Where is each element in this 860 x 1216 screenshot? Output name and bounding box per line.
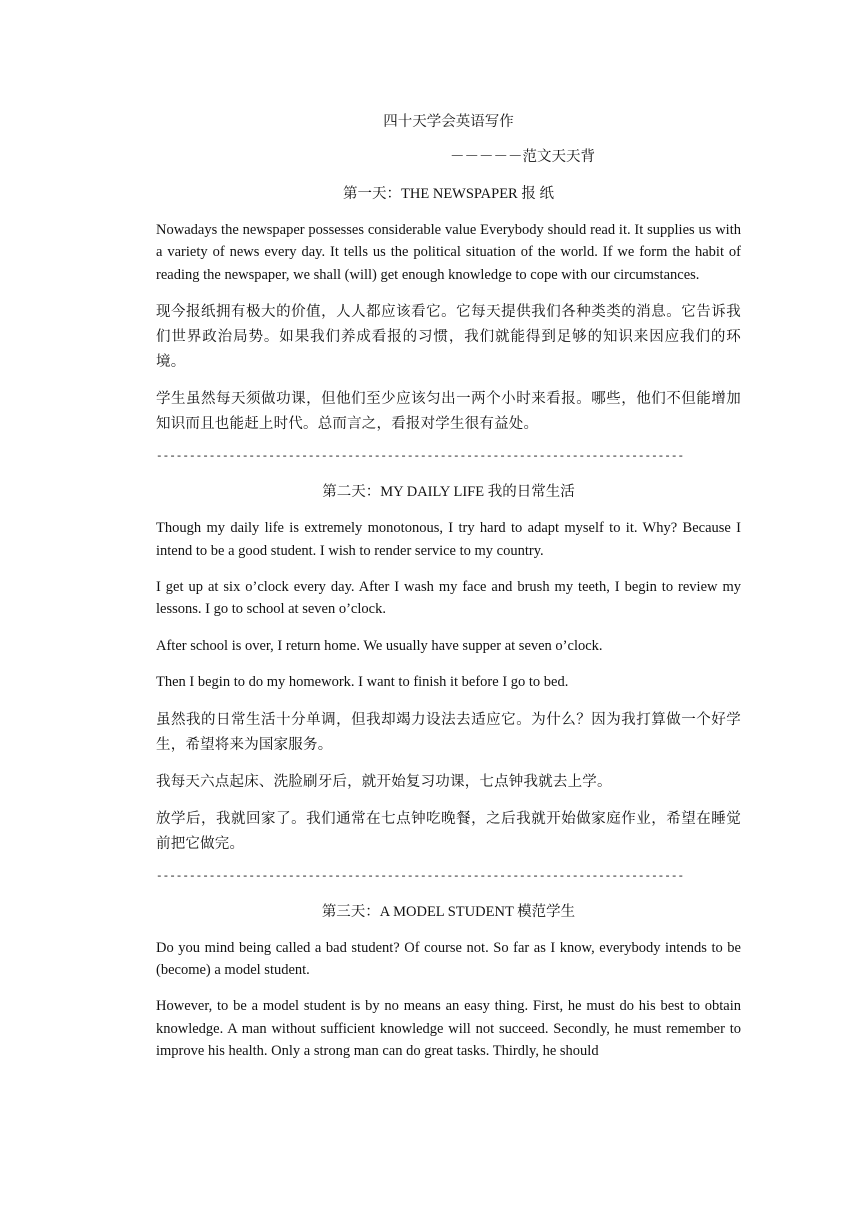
document-body	[156, 111, 741, 1077]
section-heading: 第一天：THE NEWSPAPER 报 纸	[343, 186, 554, 202]
section-divider: --------------------------------------------------------------------------------	[156, 451, 685, 464]
paragraph: 我每天六点起床、洗脸刷牙后，就开始复习功课，七点钟我就去上学。	[156, 773, 612, 790]
section-day-3	[156, 901, 741, 1063]
document-title: 四十天学会英语写作	[383, 114, 514, 130]
paragraph: Then I begin to do my homework. I want to finish it before I go to bed.	[156, 674, 569, 691]
section-day-1	[156, 183, 741, 437]
paragraph: Nowadays the newspaper possesses considerable value Everybody should read it. It supplies us with a variety of news every day. It tells us the political situation of the world. If we form the habit of reading the newspaper, we shall (will) get enough knowledge to cope with our circumstances.	[156, 222, 741, 283]
section-divider: --------------------------------------------------------------------------------	[156, 870, 685, 883]
paragraph: Though my daily life is extremely monotonous, I try hard to adapt myself to it. Why? Because I intend to be a good student. I wish to render service to my country.	[156, 520, 741, 559]
paragraph: I get up at six o’clock every day. After I wash my face and brush my teeth, I begin to review my lessons. I go to school at seven o’clock.	[156, 579, 741, 618]
document-subtitle: －－－－－范文天天背	[450, 149, 595, 165]
section-heading: 第三天：A MODEL STUDENT 模范学生	[321, 903, 576, 920]
paragraph: 现今报纸拥有极大的价值，人人都应该看它。它每天提供我们各种类类的消息。它告诉我们世界政治局势。如果我们养成看报的习惯，我们就能得到足够的知识来因应我们的环境。	[156, 304, 741, 371]
section-heading: 第二天：MY DAILY LIFE 我的日常生活	[322, 484, 575, 501]
paragraph: After school is over, I return home. We usually have supper at seven o’clock.	[156, 637, 603, 654]
paragraph: 放学后，我就回家了。我们通常在七点钟吃晚餐，之后我就开始做家庭作业，希望在睡觉前把它做完。	[156, 810, 741, 852]
paragraph: Do you mind being called a bad student? Of course not. So far as I know, everybody intends to be (become) a model student.	[156, 939, 741, 979]
paragraph: 虽然我的日常生活十分单调，但我却竭力设法去适应它。为什么？因为我打算做一个好学生，希望将来为国家服务。	[156, 711, 741, 753]
paragraph: However, to be a model student is by no means an easy thing. First, he must do his best to obtain knowledge. A man without sufficient knowledge will not succeed. Secondly, he must remember to improve his health. Only a strong man can do great tasks. Thirdly, he should	[156, 998, 741, 1060]
paragraph: 学生虽然每天须做功课，但他们至少应该匀出一两个小时来看报。哪些，他们不但能增加知识而且也能赶上时代。总而言之，看报对学生很有益处。	[156, 391, 741, 433]
section-day-2	[156, 481, 741, 856]
